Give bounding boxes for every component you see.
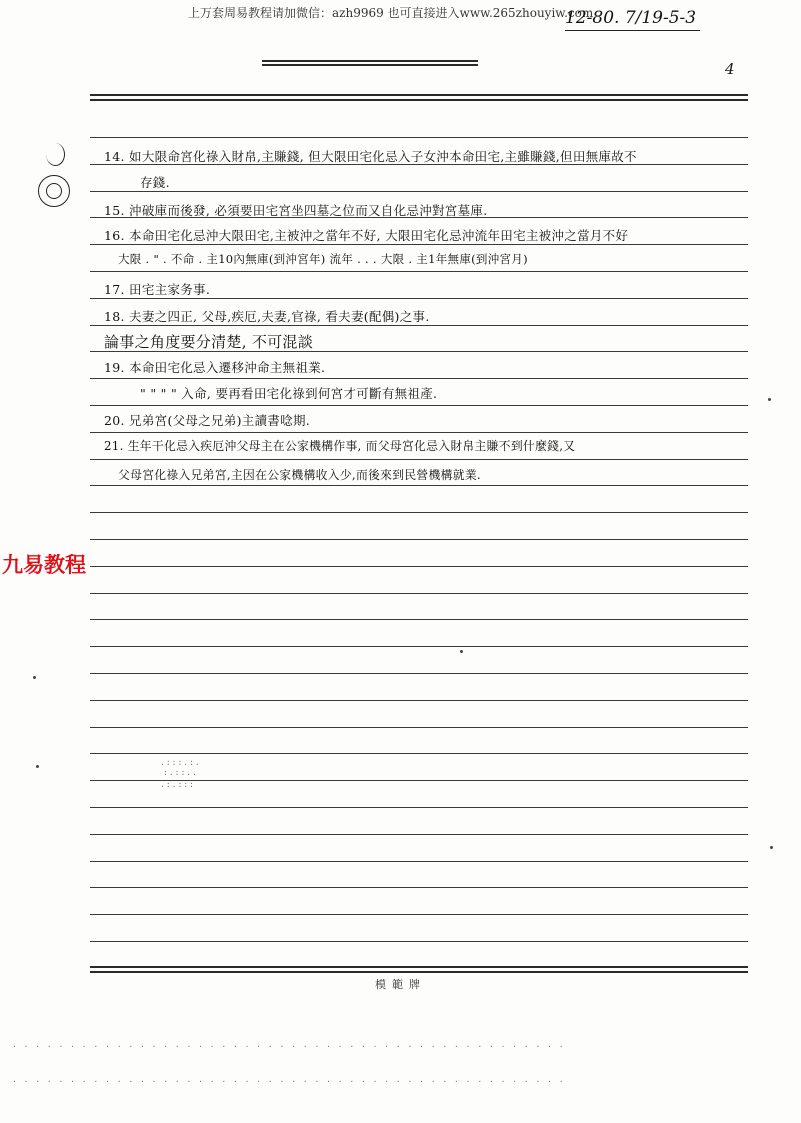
note-line-18b: 論事之角度要分清楚, 不可混談 [104,333,314,351]
ruled-line [90,405,748,406]
note-line-16b: 大限 . " . 不命 . 主10內無庫(到沖宮年) 流年 . . . 大限 . 主1年無庫(到沖宮月) [118,252,528,266]
note-line-14b: 存錢. [140,175,170,190]
notebook-brand-stamp: 模範牌 [375,978,426,991]
ruled-line [90,325,748,326]
ruled-line [90,807,748,808]
note-line-20: 20. 兄弟宮(父母之兄弟)主讀書唸期. [104,413,311,428]
top-watermark: 上万套周易教程请加微信：azh9969 也可直接进入www.265zhouyiw.com [188,6,594,20]
ruled-line [90,244,748,245]
ruled-line [90,432,748,433]
ruled-line [90,861,748,862]
scan-speck [36,765,39,768]
footer-rule-1 [90,966,748,968]
note-line-16a: 16. 本命田宅化忌沖大限田宅,主被沖之當年不好, 大限田宅化忌沖流年田宅主被沖之當月不好 [104,228,629,243]
scan-noise: . . . . . . . . . . . . . . . . . . . . . . . . . . . . . . . . . . . . . . . . . . . . . . . . [12,1040,565,1049]
ruled-line [90,753,748,754]
header-rule-long-2 [90,99,748,101]
ruled-line [90,646,748,647]
ruled-line [90,485,748,486]
note-line-15: 15. 沖破庫而後發, 必須要田宅宮坐四墓之位而又自化忌沖對宮墓庫. [104,203,488,218]
note-line-17: 17. 田宅主家务事. [104,282,211,297]
ruled-line [90,271,748,272]
scan-noise: .:.::: [160,780,195,789]
note-line-19: 19. 本命田宅化忌入遷移沖命主無祖業. [104,360,326,375]
ruled-line [90,914,748,915]
note-line-21a: 21. 生年干化忌入疾厄沖父母主在公家機構作事, 而父母宮化忌入財帛主賺不到什麼錢,又 [104,439,576,453]
ruled-line [90,727,748,728]
ruled-line [90,887,748,888]
side-watermark: 九易教程 [2,553,86,577]
ruled-line [90,566,748,567]
scan-noise: :.::.. [163,768,198,777]
header-rule-short-2 [262,64,478,66]
ruled-line [90,834,748,835]
ruled-line [90,673,748,674]
page-number: 4 [725,60,735,78]
note-line-14a: 14. 如大限命宮化祿入財帛,主賺錢, 但大限田宅化忌入子女沖本命田宅,主雖賺錢,但田無庫故不 [104,149,637,164]
ruled-line [90,298,748,299]
header-rule-short-1 [262,60,478,62]
ruled-line [90,459,748,460]
ruled-line [90,619,748,620]
note-line-19b: " " " " 入命, 要再看田宅化祿到何宮才可斷有無祖產. [140,386,438,401]
ruled-line [90,137,748,138]
ruled-line [90,512,748,513]
binder-hole-mark [46,143,65,166]
scan-speck [460,650,463,653]
binder-hole-inner [46,183,62,199]
ruled-line [90,941,748,942]
ruled-line [90,593,748,594]
ruled-line [90,378,748,379]
ruled-line [90,700,748,701]
scan-noise: . . . . . . . . . . . . . . . . . . . . . . . . . . . . . . . . . . . . . . . . . . . . . . . . [12,1075,565,1084]
header-rule-long-1 [90,94,748,96]
note-line-21b: 父母宮化祿入兄弟宮,主因在公家機構收入少,而後來到民營機構就業. [118,468,481,482]
ruled-line [90,191,748,192]
note-line-18: 18. 夫妻之四正, 父母,疾厄,夫妻,官祿, 看夫妻(配偶)之事. [104,309,430,324]
ruled-line [90,539,748,540]
scan-speck [33,676,36,679]
footer-rule-2 [90,971,748,973]
reference-number: 12-80. 7/19-5-3 [565,8,700,31]
scan-speck [768,398,771,401]
scan-speck [770,846,773,849]
scan-noise: .:::.:. [160,758,201,767]
